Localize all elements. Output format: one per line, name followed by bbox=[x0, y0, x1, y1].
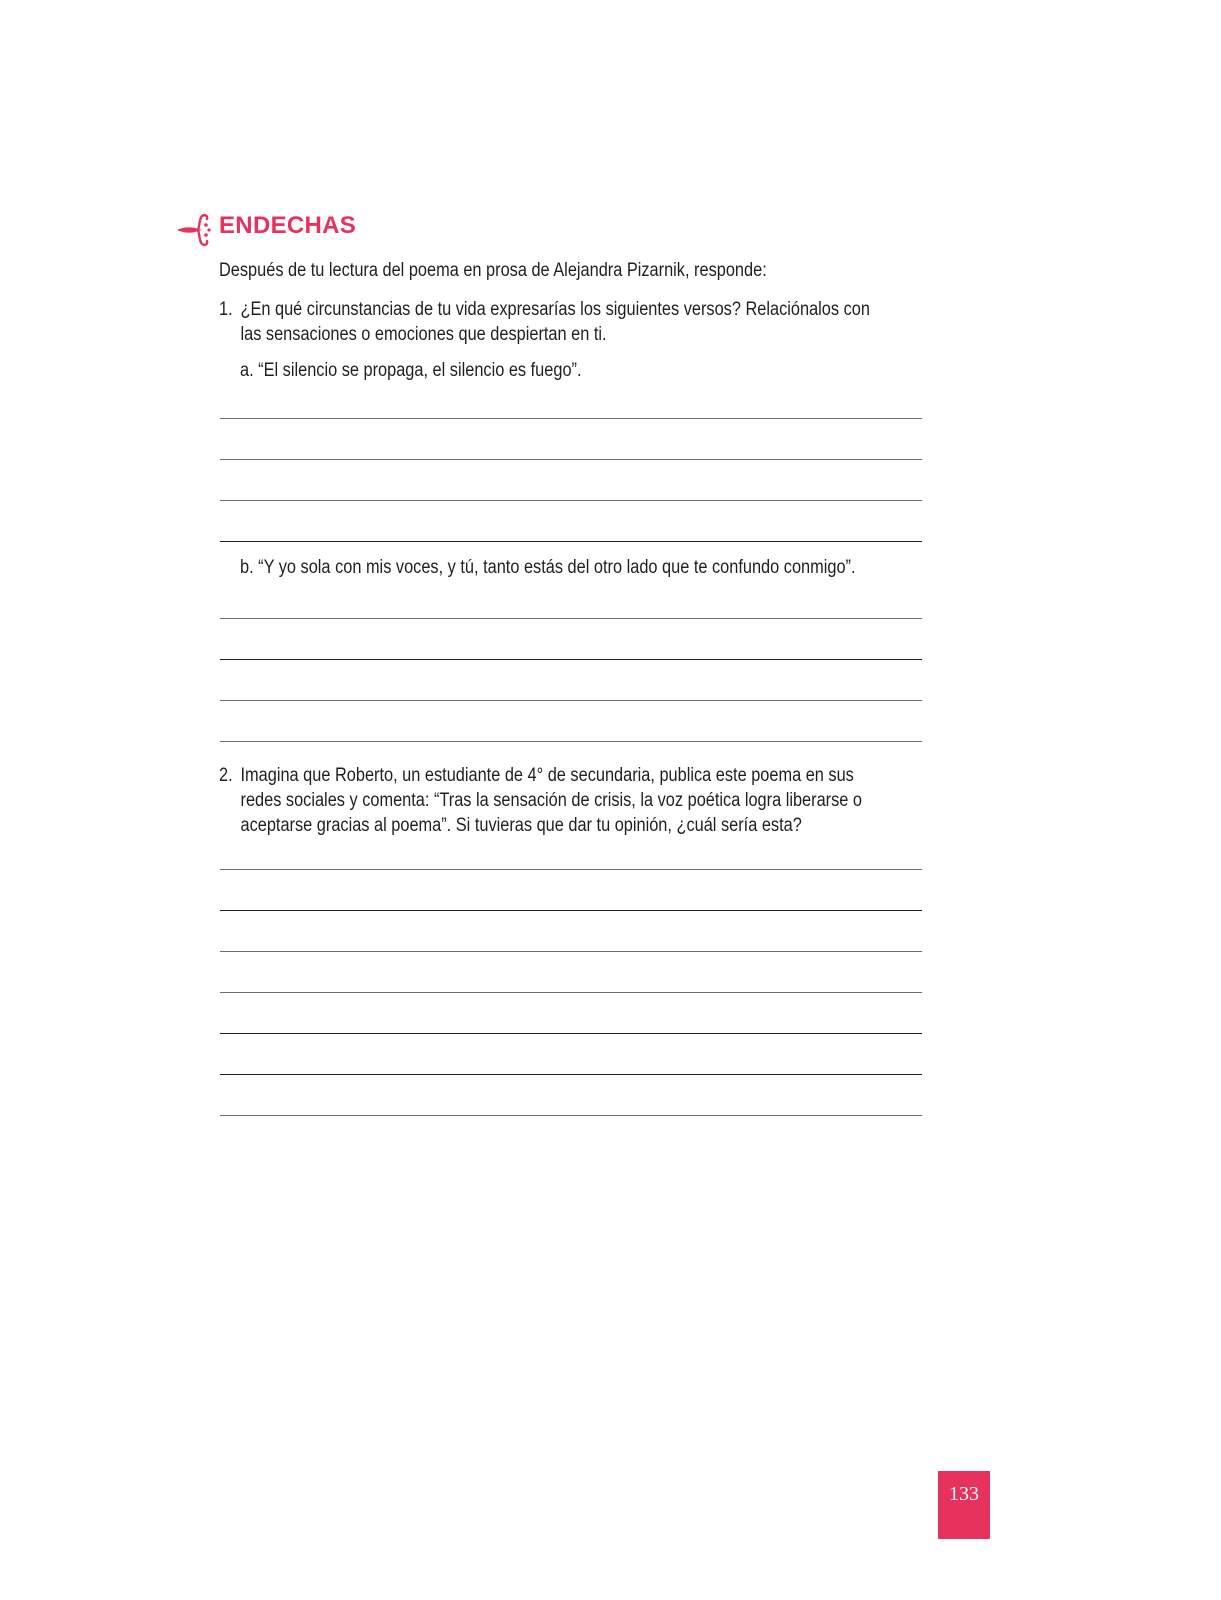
answer-line-1a-3[interactable] bbox=[220, 500, 922, 501]
question-1 bbox=[219, 297, 870, 347]
page-number: 133 bbox=[949, 1483, 979, 1505]
answer-line-2-4[interactable] bbox=[220, 992, 922, 993]
intro-text: Después de tu lectura del poema en prosa de Alejandra Pizarnik, responde: bbox=[219, 260, 767, 281]
answer-line-2-1[interactable] bbox=[220, 869, 922, 870]
answer-line-1a-1[interactable] bbox=[220, 418, 922, 419]
question-2-number: 2. bbox=[219, 765, 233, 786]
answer-line-1b-4[interactable] bbox=[220, 741, 922, 742]
answer-line-1b-1[interactable] bbox=[220, 618, 922, 619]
question-1-item-b: b. “Y yo sola con mis voces, y tú, tanto estás del otro lado que te confundo conmigo”. bbox=[240, 557, 856, 578]
answer-line-1b-2[interactable] bbox=[220, 659, 922, 660]
question-2-line-3: aceptarse gracias al poema”. Si tuvieras que dar tu opinión, ¿cuál sería esta? bbox=[240, 815, 802, 836]
question-2-line-2: redes sociales y comenta: “Tras la sensación de crisis, la voz poética logra liberarse o bbox=[240, 790, 863, 811]
answer-line-1a-2[interactable] bbox=[220, 459, 922, 460]
answer-line-2-6[interactable] bbox=[220, 1074, 922, 1075]
page-number-box bbox=[938, 1471, 990, 1539]
answer-line-2-3[interactable] bbox=[220, 951, 922, 952]
question-1-item-a: a. “El silencio se propaga, el silencio es fuego”. bbox=[240, 360, 582, 381]
question-1-line-2: las sensaciones o emociones que despiertan en ti. bbox=[240, 324, 607, 345]
answer-line-1a-4[interactable] bbox=[220, 541, 922, 542]
question-1-line-1: ¿En qué circunstancias de tu vida expresarías los siguientes versos? Relaciónalos con bbox=[240, 299, 870, 320]
question-2 bbox=[219, 763, 862, 838]
question-1-number: 1. bbox=[219, 299, 233, 320]
answer-line-2-5[interactable] bbox=[220, 1033, 922, 1034]
section-title: ENDECHAS bbox=[219, 212, 357, 239]
answer-line-2-2[interactable] bbox=[220, 910, 922, 911]
answer-line-1b-3[interactable] bbox=[220, 700, 922, 701]
answer-line-2-7[interactable] bbox=[220, 1115, 922, 1116]
fleur-ornament-icon bbox=[178, 213, 212, 247]
question-2-line-1: Imagina que Roberto, un estudiante de 4° de secundaria, publica este poema en sus bbox=[240, 765, 854, 786]
